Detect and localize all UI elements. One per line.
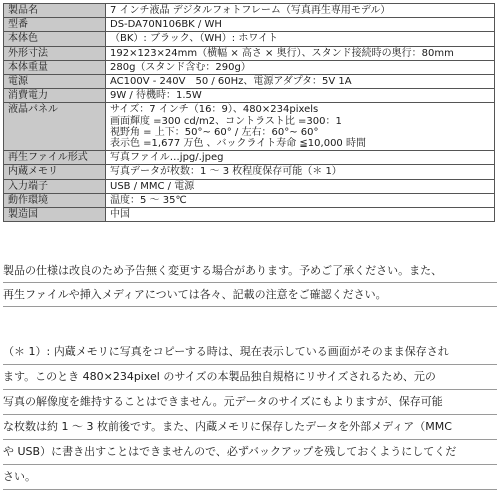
spec-value xyxy=(106,165,495,179)
note-line: さい。 xyxy=(3,465,497,490)
spec-value-line: 写真ファイル…jpg/.jpeg xyxy=(110,152,224,164)
spec-value-line: 9W / 待機時：1.5W xyxy=(110,90,202,102)
memory-footnote xyxy=(3,340,497,490)
note-line: や USB）に書き出すことはできませんので、必ずバックアップを残しておくようにしてくだ xyxy=(3,440,497,465)
spec-label: 製造国 xyxy=(4,208,106,222)
spec-row xyxy=(4,75,495,89)
spec-row xyxy=(4,193,495,207)
note-line: 写真の解像度を維持することはできません。元データのサイズにもよりますが、保存可能 xyxy=(3,390,497,415)
spec-value-line: 中国 xyxy=(110,209,130,221)
spec-value-line: 表示色 =1,677 万色 、バックライト寿命 ≦10,000 時間 xyxy=(110,138,366,150)
spec-value-line: 280g（スタンド含む：290g） xyxy=(110,61,251,73)
spec-row xyxy=(4,165,495,179)
spec-value-line: AC100V - 240V 50 / 60Hz、電源アダプタ：5V 1A xyxy=(110,76,352,88)
spec-label: 動作環境 xyxy=(4,193,106,207)
note-line: な枚数は約 1 ～ 3 枚前後です。また、内蔵メモリに保存したデータを外部メディア（MMC xyxy=(3,415,497,440)
spec-value xyxy=(106,4,495,18)
spec-value-line: 7 インチ液晶 デジタルフォトフレーム（写真再生専用モデル） xyxy=(110,5,391,16)
spec-value xyxy=(106,18,495,32)
spec-row xyxy=(4,208,495,222)
note-line: 製品の仕様は改良のため予告無く変更する場合があります。予めご了承ください。また、 xyxy=(3,259,497,283)
spec-value-line: 温度：5 ～ 35℃ xyxy=(110,194,187,206)
spec-value xyxy=(106,60,495,74)
spec-label: 本体重量 xyxy=(4,60,106,74)
spec-value xyxy=(106,151,495,165)
spec-label: 消費電力 xyxy=(4,89,106,103)
spec-value xyxy=(106,32,495,46)
spec-value-line: （BK）: ブラック、（WH）: ホワイト xyxy=(110,33,279,45)
spec-label: 内蔵メモリ xyxy=(4,165,106,179)
spec-label: 再生ファイル形式 xyxy=(4,151,106,165)
spec-value-line: DS-DA70N106BK / WH xyxy=(110,19,222,31)
spec-row xyxy=(4,103,495,151)
spec-value-line: 写真データが枚数：1 ～ 3 枚程度保存可能（＊ 1） xyxy=(110,166,342,178)
spec-label: 外形寸法 xyxy=(4,46,106,60)
spec-row xyxy=(4,89,495,103)
spec-label: 液晶パネル xyxy=(4,103,106,151)
spec-value xyxy=(106,103,495,151)
spec-value-line: 192×123×24mm（横幅 × 高さ × 奥行）、スタンド接続時の奥行：80mm xyxy=(110,47,454,59)
spec-change-notice xyxy=(3,259,497,307)
spec-label: 型番 xyxy=(4,18,106,32)
spec-value xyxy=(106,193,495,207)
spec-table xyxy=(3,3,495,222)
spec-row xyxy=(4,60,495,74)
spec-row xyxy=(4,32,495,46)
spec-row xyxy=(4,46,495,60)
spec-label: 本体色 xyxy=(4,32,106,46)
note-line: 再生ファイルや挿入メディアについては各々、記載の注意をご確認ください。 xyxy=(3,283,497,307)
spec-value xyxy=(106,179,495,193)
spec-label: 入力端子 xyxy=(4,179,106,193)
note-line: （＊ 1）: 内蔵メモリに写真をコピーする時は、現在表示している画面がそのまま保存され xyxy=(3,340,497,365)
spec-value xyxy=(106,208,495,222)
note-line: ます。このとき 480×234pixel のサイズの本製品独自規格にリサイズされるため、元の xyxy=(3,365,497,390)
spec-value-line: 視野角 = 上下：50°~ 60° / 左右：60°~ 60° xyxy=(110,126,319,138)
spec-value-line: 画面輝度 =300 cd/m2、コントラスト比 =300：1 xyxy=(110,115,342,127)
spec-label: 製品名 xyxy=(4,4,106,18)
spec-value xyxy=(106,75,495,89)
spec-value-line: サイズ：7 インチ（16：9）、480×234pixels xyxy=(110,104,319,116)
spec-value xyxy=(106,89,495,103)
spec-row xyxy=(4,18,495,32)
spec-row xyxy=(4,4,495,18)
spec-value-line: USB / MMC / 電源 xyxy=(110,180,195,192)
spec-row xyxy=(4,179,495,193)
spec-value xyxy=(106,46,495,60)
spec-row xyxy=(4,151,495,165)
spec-label: 電源 xyxy=(4,75,106,89)
